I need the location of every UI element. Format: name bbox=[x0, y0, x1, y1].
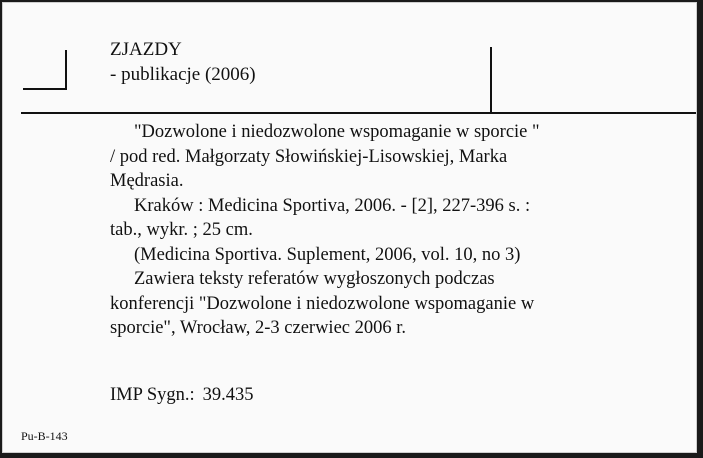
entry-imprint-line2: tab., wykr. ; 25 cm. bbox=[110, 220, 253, 240]
horizontal-rule bbox=[21, 112, 697, 114]
catalog-card bbox=[2, 2, 697, 453]
entry-responsibility-line1: / pod red. Małgorzaty Słowińskiej-Lisowskiej, Marka bbox=[110, 146, 508, 167]
call-number bbox=[110, 385, 254, 406]
subject-heading bbox=[110, 37, 256, 87]
subject-heading-main: ZJAZDY bbox=[110, 39, 182, 60]
call-number-value: 39.435 bbox=[202, 385, 254, 405]
entry-title: "Dozwolone i niedozwolone wspomaganie w sporcie " bbox=[134, 122, 540, 142]
bibliographic-entry bbox=[110, 120, 650, 341]
corner-bracket-mark bbox=[23, 50, 67, 90]
entry-note-line3: sporcie", Wrocław, 2-3 czerwiec 2006 r. bbox=[110, 318, 407, 338]
vertical-rule bbox=[490, 47, 492, 113]
entry-note-line2: konferencji "Dozwolone i niedozwolone wspomaganie w bbox=[110, 293, 535, 314]
subject-heading-sub: - publikacje (2006) bbox=[110, 64, 256, 85]
entry-imprint-line1: Kraków : Medicina Sportiva, 2006. - [2], 227-396 s. : bbox=[134, 195, 531, 216]
entry-responsibility-line2: Mędrasia. bbox=[110, 171, 184, 191]
card-code: Pu-B-143 bbox=[21, 429, 68, 443]
entry-series: (Medicina Sportiva. Suplement, 2006, vol. 10, no 3) bbox=[134, 244, 521, 265]
entry-note-line1: Zawiera teksty referatów wygłoszonych podczas bbox=[134, 269, 495, 289]
call-number-label: IMP Sygn.: bbox=[110, 385, 195, 405]
